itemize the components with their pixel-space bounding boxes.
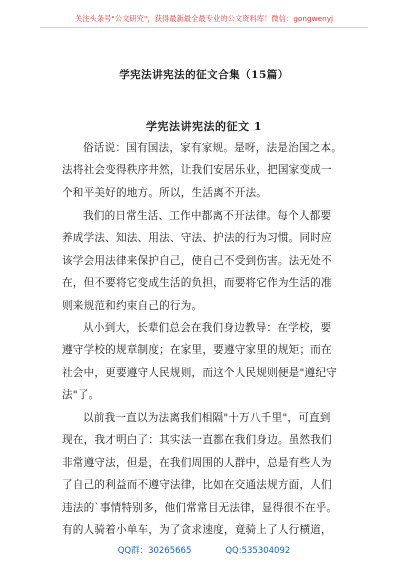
essay-title: 学宪法讲宪法的征文 1: [146, 120, 262, 133]
footer-contact: [0, 544, 408, 556]
text-line: 该学会用法律来保护自己，使自己不受到伤害。法无处不: [62, 254, 332, 267]
body-paragraph: [62, 407, 352, 541]
text-line: 从小到大，长辈们总会在我们身边教导：在学校，要: [83, 322, 332, 334]
text-line: 俗话说：国有国法，家有家规。是呀，法是治国之本。: [83, 142, 343, 154]
text-line: 养成学法、知法、用法、守法、护法的行为习惯。同时应: [62, 232, 332, 245]
text-line: 以前我一直以为法离我们相隔"十万八千里"，可直到: [83, 412, 331, 424]
document-title: 学宪法讲宪法的征文合集（15篇）: [119, 69, 289, 81]
text-line: 法将社会变得秩序井然，让我们安居乐业，把国家变成一: [62, 164, 332, 177]
body-paragraph: [62, 205, 352, 317]
text-line: 有的人骑着小单车，为了贪求速度，竟骑上了人行横道，: [62, 523, 332, 536]
body-paragraph: [62, 137, 352, 204]
body-paragraph: [62, 317, 352, 407]
text-line: 我们的日常生活、工作中都离不开法律。每个人都要: [83, 210, 332, 222]
text-line: 法"了。: [62, 389, 100, 402]
qq-group-number: QQ群：30265665: [117, 546, 192, 556]
text-line: 了自己的利益而不遵守法律，比如在交通法规方面，人们: [62, 479, 332, 492]
text-line: 非常遵守法，但是，在我们周围的人群中，总是有些人为: [62, 456, 332, 469]
header-divider: [40, 27, 368, 28]
qq-number: QQ:535304092: [225, 546, 291, 556]
text-line: 遵守学校的规章制度；在家里，要遵守家里的规矩；而在: [62, 344, 332, 357]
text-line: 社会中，更要遵守人民规则，而这个人民规则便是"遵纪守: [62, 366, 337, 379]
text-line: 个和平美好的地方。所以，生活离不开法。: [62, 186, 268, 199]
text-line: 现在，我才明白了：其实法一直都在我们身边。虽然我们: [62, 434, 332, 447]
text-line: 违法的`事情特别多，他们常常目无法律，显得很不在乎。: [62, 501, 338, 514]
header-notice: 关注头条号"公文研究"，获得最新最全最专业的公文资料库！微信：gongwenyj: [74, 14, 334, 23]
text-line: 在，但不要将它变成生活的负担，而要将它作为生活的准: [62, 277, 332, 290]
text-line: 则来规范和约束自己的行为。: [62, 299, 203, 312]
